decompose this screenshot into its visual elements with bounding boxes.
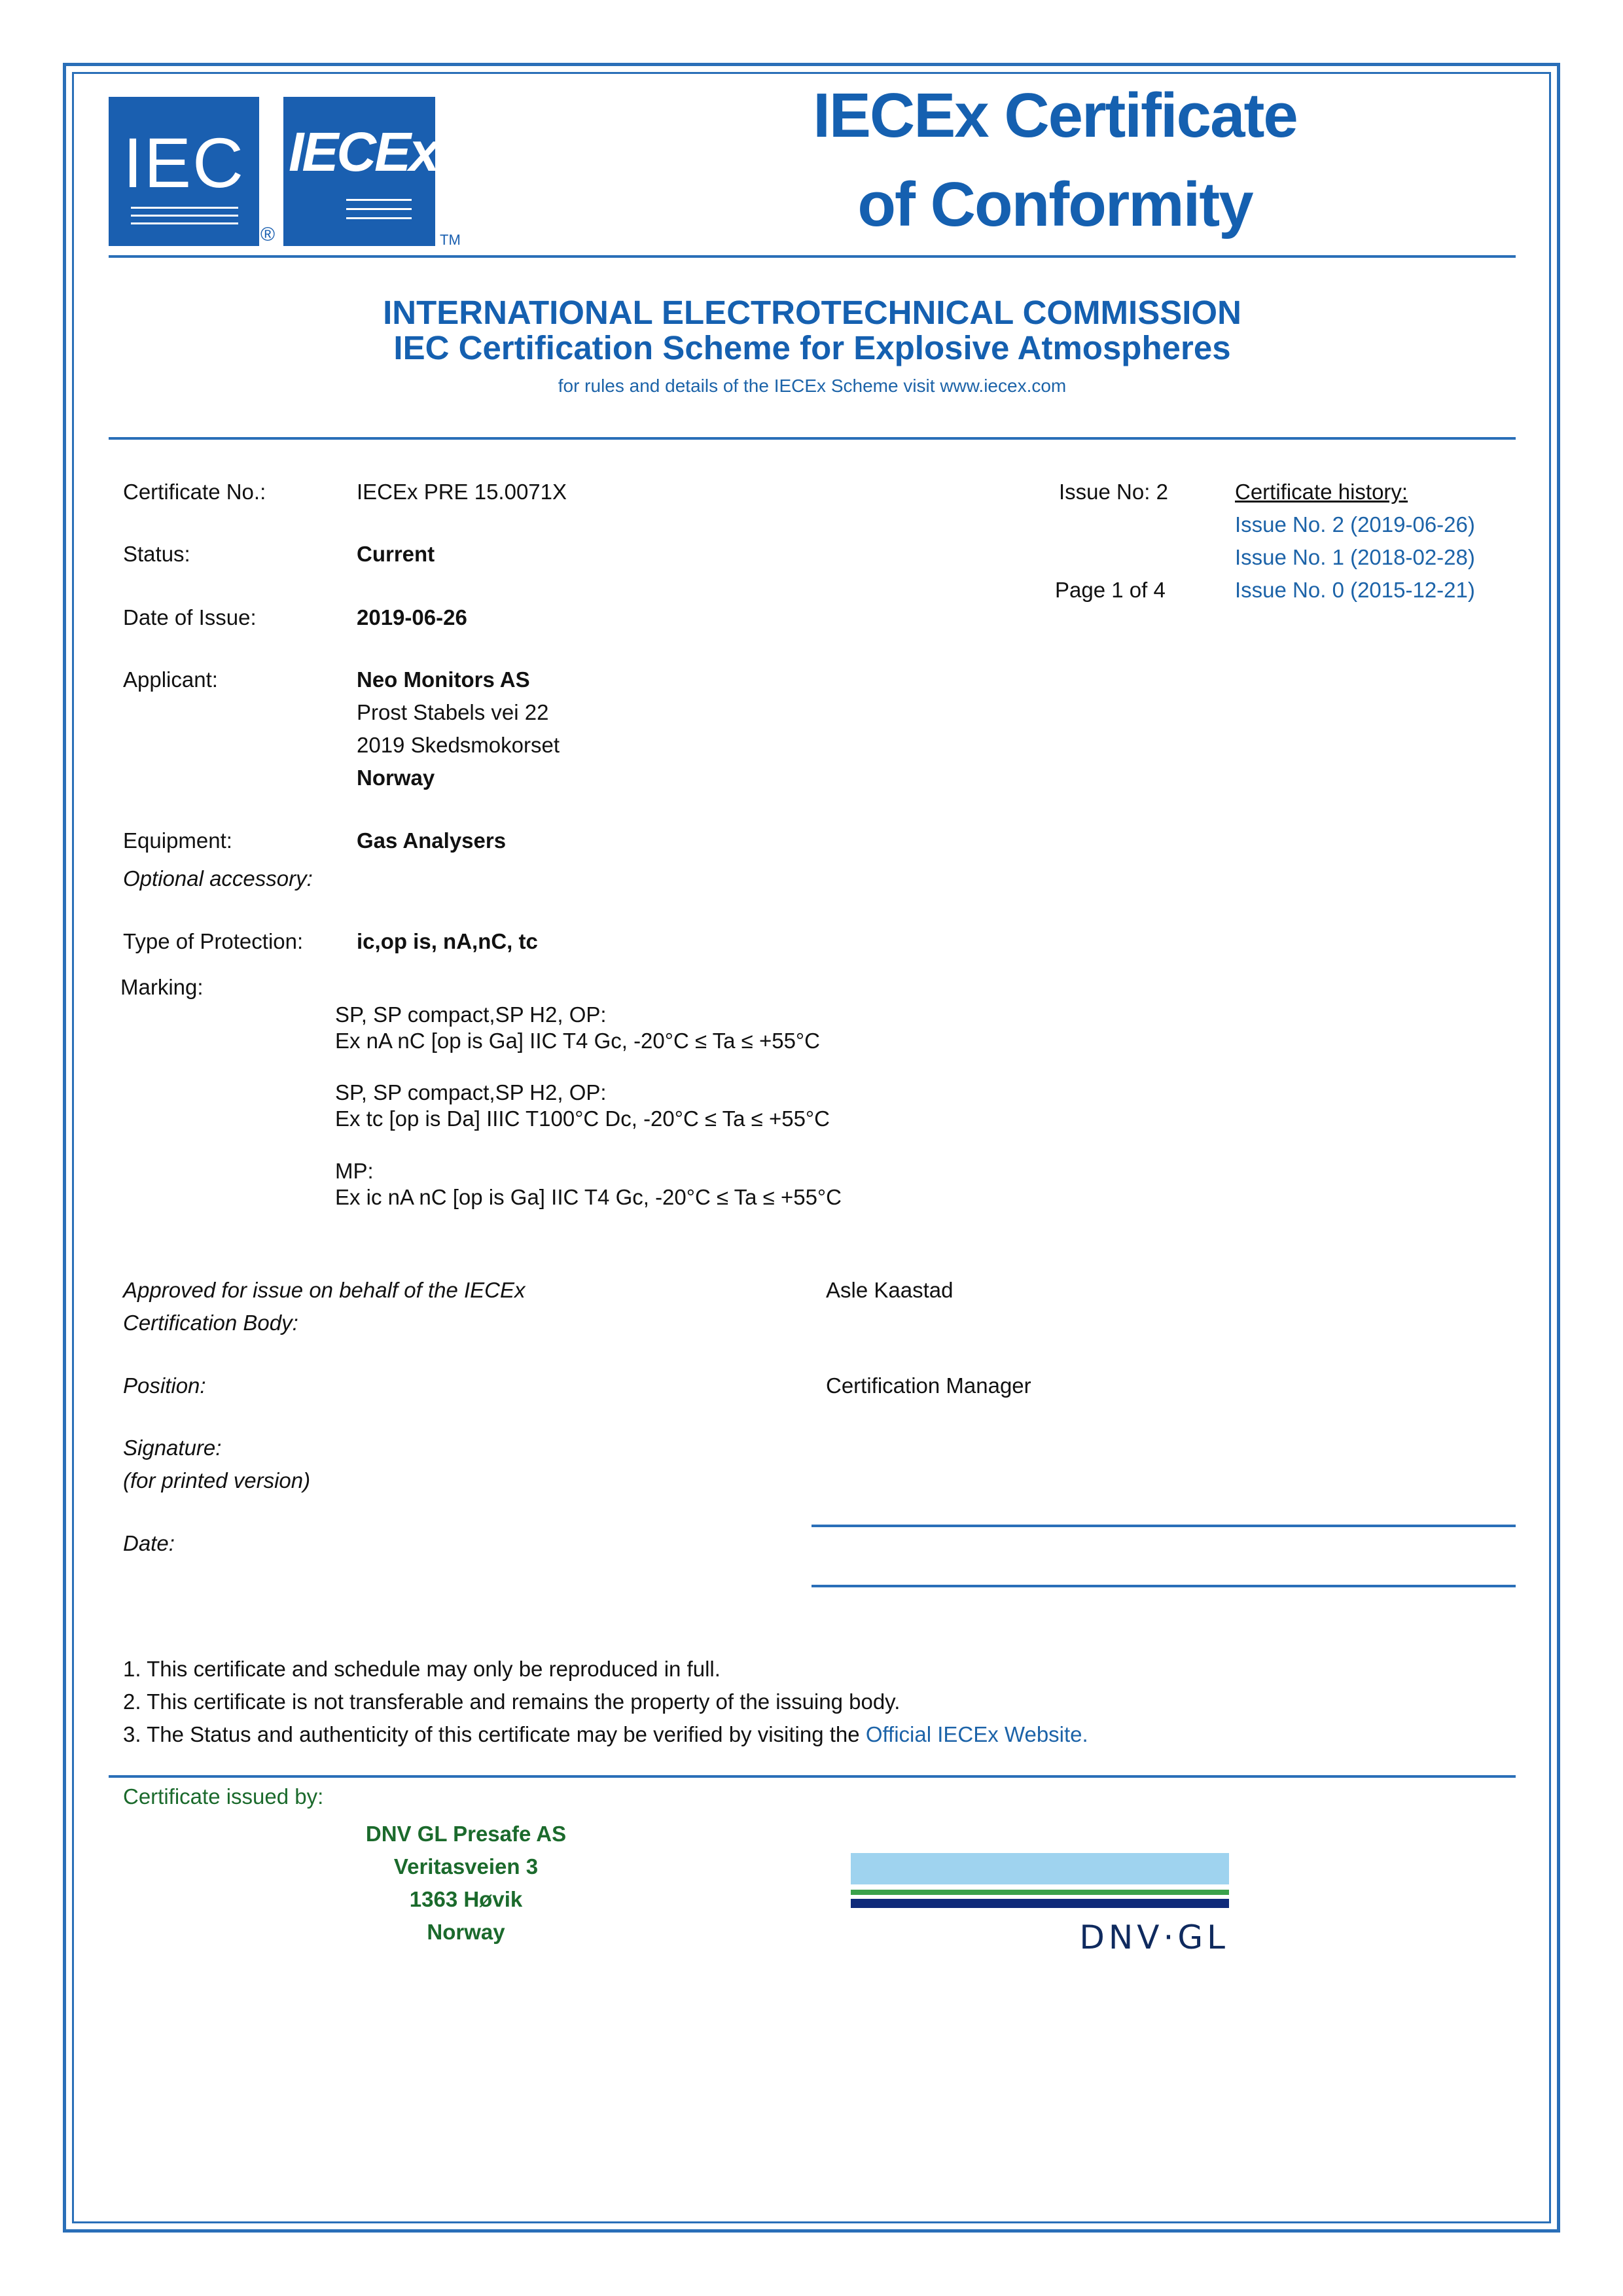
iecex-logo-text: IECEx: [289, 121, 438, 183]
applicant-street: Prost Stabels vei 22: [357, 700, 549, 724]
position-value: Certification Manager: [826, 1373, 1031, 1398]
status-value: Current: [357, 542, 435, 566]
history-link[interactable]: Issue No. 2 (2019-06-26): [1235, 512, 1475, 537]
date-of-issue-label: Date of Issue:: [123, 605, 257, 629]
logo-lines: [131, 207, 238, 209]
dnvgl-logo: [851, 1853, 1229, 1964]
position-label: Position:: [123, 1373, 206, 1398]
note-1: 1. This certificate and schedule may only be reproduced in full.: [123, 1657, 721, 1681]
certificate-no-value: IECEx PRE 15.0071X: [357, 480, 567, 504]
issuer-street: Veritasveien 3: [393, 1854, 539, 1879]
status-label: Status:: [123, 542, 190, 566]
registered-mark: ®: [260, 224, 276, 245]
page-count: Page 1 of 4: [1055, 578, 1166, 602]
iec-logo: [109, 97, 259, 246]
logo-line: [131, 222, 238, 224]
title-line-1: IECEx Certificate: [813, 80, 1297, 150]
issuer-name: DNV GL Presafe AS: [365, 1822, 567, 1846]
applicant-country: Norway: [357, 766, 435, 790]
logo-band-navy: [851, 1899, 1229, 1908]
scheme-name: IEC Certification Scheme for Explosive Atmospheres: [393, 329, 1231, 366]
marking-line: MP:: [335, 1159, 374, 1183]
history-link[interactable]: Issue No. 0 (2015-12-21): [1235, 578, 1475, 602]
applicant-name: Neo Monitors AS: [357, 667, 530, 692]
date-line: [812, 1585, 1516, 1587]
signature-label: Signature:: [123, 1436, 222, 1460]
signature-sub-label: (for printed version): [123, 1468, 311, 1492]
signature-line: [812, 1525, 1516, 1527]
scheme-rules-note: for rules and details of the IECEx Scheme visit www.iecex.com: [558, 376, 1067, 396]
protection-type-label: Type of Protection:: [123, 929, 304, 953]
logo-line: [346, 208, 412, 210]
approver-name: Asle Kaastad: [826, 1278, 954, 1302]
issuer-city: 1363 Høvik: [409, 1887, 523, 1911]
header-divider: [109, 255, 1516, 258]
logo-line: [346, 199, 412, 201]
applicant-city: 2019 Skedsmokorset: [357, 733, 560, 757]
note-3: [123, 1722, 1088, 1747]
org-divider: [109, 437, 1516, 440]
approved-label: Approved for issue on behalf of the IECEx: [123, 1278, 526, 1302]
certificate-no-label: Certificate No.:: [123, 480, 266, 504]
trademark-mark: TM: [440, 232, 461, 248]
equipment-value: Gas Analysers: [357, 828, 507, 853]
history-link[interactable]: Issue No. 1 (2018-02-28): [1235, 545, 1475, 569]
iec-logo-text: IEC: [122, 123, 245, 202]
note-3-text: 3. The Status and authenticity of this certificate may be verified by visiting the: [123, 1722, 866, 1746]
marking-line: Ex nA nC [op is Ga] IIC T4 Gc, -20°C ≤ Ta ≤ +55°C: [335, 1029, 820, 1053]
marking-line: SP, SP compact,SP H2, OP:: [335, 1002, 607, 1027]
logo-line: [131, 215, 238, 217]
applicant-label: Applicant:: [123, 667, 218, 692]
dnvgl-logo-text: DNV·GL: [1079, 1918, 1229, 1956]
logo-band-green: [851, 1890, 1229, 1895]
equipment-label: Equipment:: [123, 828, 232, 853]
marking-line: SP, SP compact,SP H2, OP:: [335, 1080, 607, 1104]
marking-line: Ex ic nA nC [op is Ga] IIC T4 Gc, -20°C ≤ Ta ≤ +55°C: [335, 1185, 842, 1209]
title-line-2: of Conformity: [857, 169, 1253, 239]
protection-type-value: ic,op is, nA,nC, tc: [357, 929, 538, 953]
logo-line: [346, 217, 412, 219]
date-of-issue-value: 2019-06-26: [357, 605, 467, 629]
note-2: 2. This certificate is not transferable and remains the property of the issuing body.: [123, 1689, 901, 1714]
iecex-logo: [283, 97, 438, 246]
marking-label: Marking:: [120, 975, 204, 999]
footer-divider: [109, 1775, 1516, 1778]
issuer-country: Norway: [427, 1920, 505, 1944]
issue-no: Issue No: 2: [1059, 480, 1168, 504]
date-label: Date:: [123, 1531, 175, 1555]
issued-by-label: Certificate issued by:: [123, 1784, 324, 1809]
official-website-link[interactable]: Official IECEx Website.: [865, 1722, 1088, 1746]
optional-accessory-label: Optional accessory:: [123, 866, 313, 891]
approved-label-2: Certification Body:: [123, 1311, 298, 1335]
logo-band-sky: [851, 1853, 1229, 1884]
certificate-history-title: Certificate history:: [1235, 480, 1408, 504]
marking-line: Ex tc [op is Da] IIIC T100°C Dc, -20°C ≤ Ta ≤ +55°C: [335, 1106, 830, 1131]
org-name: INTERNATIONAL ELECTROTECHNICAL COMMISSION: [383, 294, 1241, 331]
